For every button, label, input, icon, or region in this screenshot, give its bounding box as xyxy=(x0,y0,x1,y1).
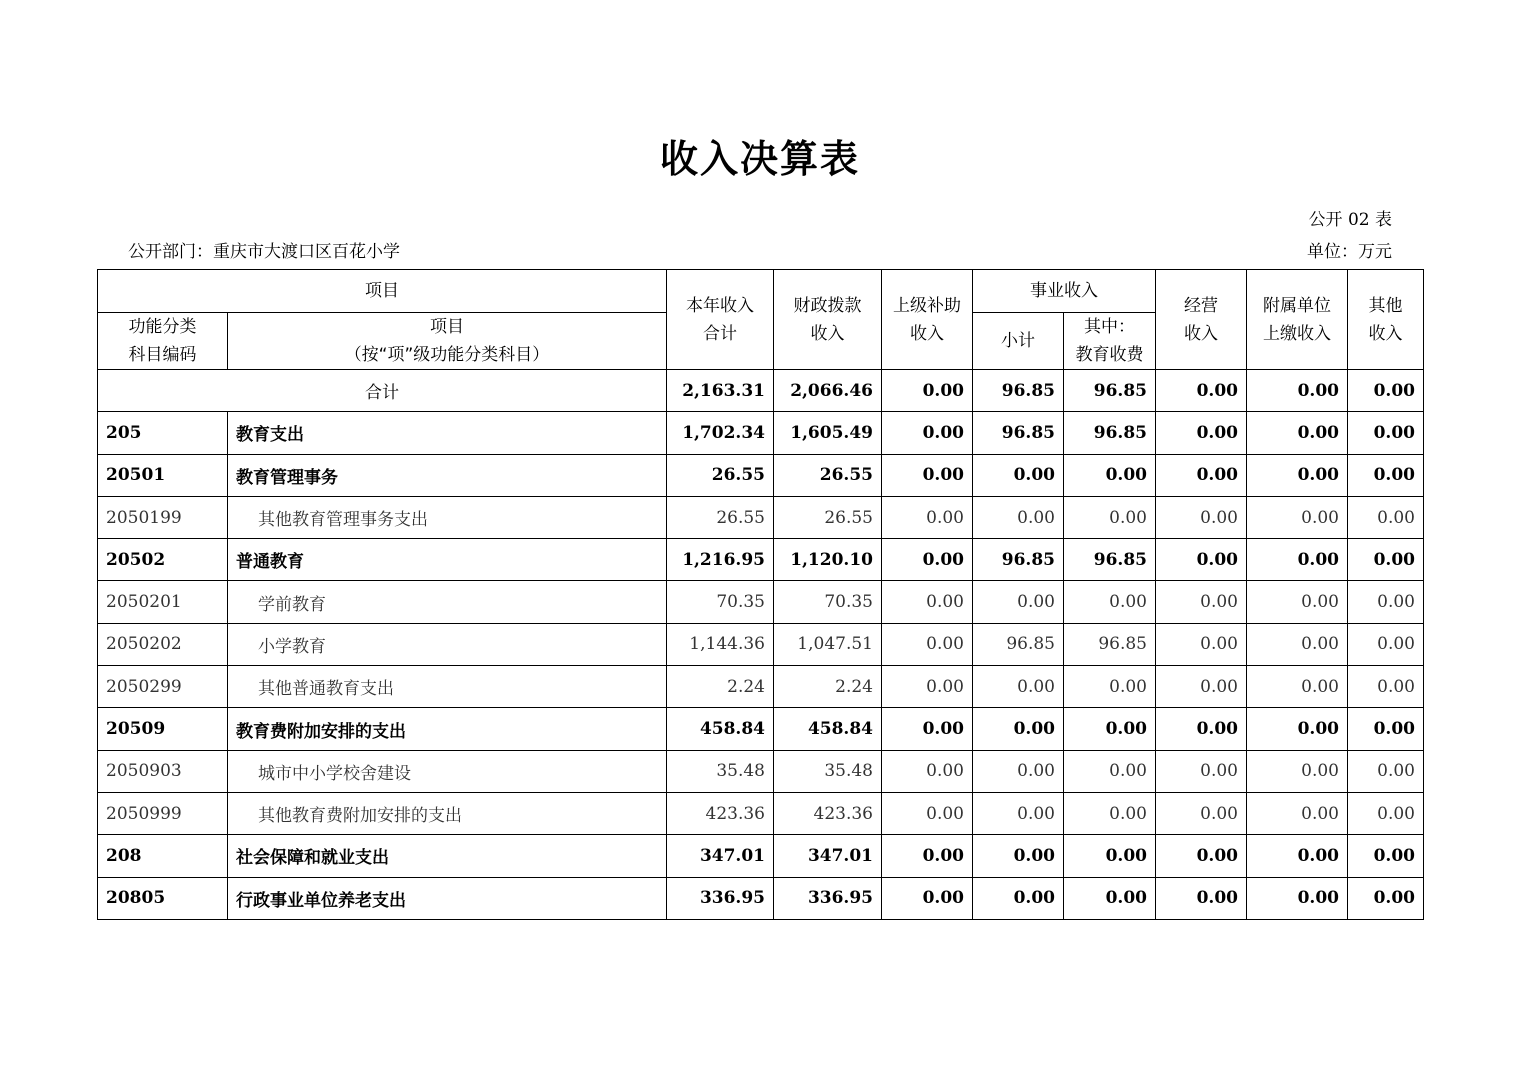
row-value: 1,702.34 xyxy=(667,412,774,454)
income-table xyxy=(97,269,1424,920)
row-value: 0.00 xyxy=(1247,666,1348,708)
row-value: 0.00 xyxy=(1064,496,1156,538)
row-code: 20509 xyxy=(98,708,228,750)
row-value: 0.00 xyxy=(973,792,1064,834)
row-value: 35.48 xyxy=(774,750,882,792)
row-value: 0.00 xyxy=(1348,581,1424,623)
page-title: 收入决算表 xyxy=(659,137,860,181)
table-row xyxy=(98,708,1424,750)
row-value: 0.00 xyxy=(1348,454,1424,496)
department-label: 公开部门：重庆市大渡口区百花小学 xyxy=(128,242,400,262)
row-value: 96.85 xyxy=(1064,623,1156,665)
header-name: 项目 （按“项”级功能分类科目） xyxy=(228,313,667,370)
row-value: 0.00 xyxy=(1156,877,1247,919)
row-code: 2050903 xyxy=(98,750,228,792)
row-name: 普通教育 xyxy=(228,539,667,581)
row-value: 0.00 xyxy=(1348,877,1424,919)
row-value: 0.00 xyxy=(973,454,1064,496)
row-value: 0.00 xyxy=(1348,750,1424,792)
row-value: 0.00 xyxy=(1156,454,1247,496)
row-value: 0.00 xyxy=(882,708,973,750)
row-value: 1,047.51 xyxy=(774,623,882,665)
row-value: 1,605.49 xyxy=(774,412,882,454)
row-code: 205 xyxy=(98,412,228,454)
row-value: 1,120.10 xyxy=(774,539,882,581)
table-row xyxy=(98,623,1424,665)
row-value: 0.00 xyxy=(973,750,1064,792)
row-value: 0.00 xyxy=(1247,877,1348,919)
row-value: 0.00 xyxy=(1348,496,1424,538)
total-cell: 0.00 xyxy=(882,370,973,412)
row-value: 0.00 xyxy=(1064,877,1156,919)
row-value: 0.00 xyxy=(1156,666,1247,708)
total-cell: 96.85 xyxy=(1064,370,1156,412)
row-value: 0.00 xyxy=(882,792,973,834)
row-value: 423.36 xyxy=(774,792,882,834)
row-value: 26.55 xyxy=(774,454,882,496)
row-name: 行政事业单位养老支出 xyxy=(228,877,667,919)
table-row xyxy=(98,496,1424,538)
row-value: 26.55 xyxy=(667,454,774,496)
row-value: 1,144.36 xyxy=(667,623,774,665)
unit-label: 单位：万元 xyxy=(1307,242,1392,262)
row-code: 20501 xyxy=(98,454,228,496)
row-value: 0.00 xyxy=(1348,623,1424,665)
row-value: 0.00 xyxy=(973,666,1064,708)
table-row xyxy=(98,539,1424,581)
total-label: 合计 xyxy=(98,370,667,412)
row-value: 0.00 xyxy=(1247,496,1348,538)
row-name: 学前教育 xyxy=(228,581,667,623)
header-career-group: 事业收入 xyxy=(973,270,1156,313)
row-code: 2050201 xyxy=(98,581,228,623)
row-value: 0.00 xyxy=(1156,539,1247,581)
row-value: 26.55 xyxy=(774,496,882,538)
row-value: 0.00 xyxy=(882,539,973,581)
row-value: 0.00 xyxy=(1247,708,1348,750)
row-value: 0.00 xyxy=(1348,792,1424,834)
row-value: 96.85 xyxy=(973,623,1064,665)
row-value: 0.00 xyxy=(1156,792,1247,834)
row-value: 0.00 xyxy=(1064,750,1156,792)
row-value: 2.24 xyxy=(667,666,774,708)
row-value: 0.00 xyxy=(1247,623,1348,665)
row-code: 2050299 xyxy=(98,666,228,708)
row-value: 0.00 xyxy=(882,750,973,792)
row-value: 35.48 xyxy=(667,750,774,792)
table-row xyxy=(98,835,1424,877)
row-name: 教育费附加安排的支出 xyxy=(228,708,667,750)
row-value: 0.00 xyxy=(882,581,973,623)
table-row xyxy=(98,454,1424,496)
row-value: 0.00 xyxy=(1064,581,1156,623)
row-value: 0.00 xyxy=(1348,835,1424,877)
total-cell: 2,066.46 xyxy=(774,370,882,412)
form-number: 公开 02 表 xyxy=(1308,210,1392,230)
header-career-edu: 其中： 教育收费 xyxy=(1064,313,1156,370)
row-value: 0.00 xyxy=(1247,581,1348,623)
row-name: 其他教育管理事务支出 xyxy=(228,496,667,538)
row-name: 其他普通教育支出 xyxy=(228,666,667,708)
row-value: 347.01 xyxy=(774,835,882,877)
row-value: 96.85 xyxy=(1064,539,1156,581)
table-row xyxy=(98,877,1424,919)
header-other: 其他 收入 xyxy=(1348,270,1424,370)
row-value: 0.00 xyxy=(882,835,973,877)
row-name: 教育支出 xyxy=(228,412,667,454)
row-name: 小学教育 xyxy=(228,623,667,665)
row-value: 0.00 xyxy=(1156,581,1247,623)
row-value: 0.00 xyxy=(1247,539,1348,581)
row-value: 0.00 xyxy=(1064,666,1156,708)
row-code: 2050199 xyxy=(98,496,228,538)
row-code: 20502 xyxy=(98,539,228,581)
row-value: 347.01 xyxy=(667,835,774,877)
table-row xyxy=(98,412,1424,454)
row-value: 0.00 xyxy=(973,835,1064,877)
row-value: 26.55 xyxy=(667,496,774,538)
row-value: 336.95 xyxy=(774,877,882,919)
header-code: 功能分类 科目编码 xyxy=(98,313,228,370)
row-value: 0.00 xyxy=(1348,708,1424,750)
row-code: 2050202 xyxy=(98,623,228,665)
row-value: 0.00 xyxy=(1156,623,1247,665)
row-value: 0.00 xyxy=(1156,412,1247,454)
row-value: 70.35 xyxy=(774,581,882,623)
row-value: 336.95 xyxy=(667,877,774,919)
header-subsidy: 上级补助 收入 xyxy=(882,270,973,370)
row-value: 0.00 xyxy=(1247,835,1348,877)
row-code: 208 xyxy=(98,835,228,877)
total-row xyxy=(98,370,1424,412)
header-business: 经营 收入 xyxy=(1156,270,1247,370)
total-cell: 0.00 xyxy=(1247,370,1348,412)
row-value: 0.00 xyxy=(1247,750,1348,792)
row-value: 96.85 xyxy=(973,539,1064,581)
row-value: 0.00 xyxy=(973,708,1064,750)
header-item-group: 项目 xyxy=(98,270,667,313)
row-value: 0.00 xyxy=(1348,666,1424,708)
row-value: 96.85 xyxy=(973,412,1064,454)
row-value: 0.00 xyxy=(973,581,1064,623)
row-name: 教育管理事务 xyxy=(228,454,667,496)
row-name: 其他教育费附加安排的支出 xyxy=(228,792,667,834)
total-cell: 0.00 xyxy=(1348,370,1424,412)
header-affiliated: 附属单位 上缴收入 xyxy=(1247,270,1348,370)
header-career-sub: 小计 xyxy=(973,313,1064,370)
table-row xyxy=(98,750,1424,792)
row-value: 0.00 xyxy=(1064,835,1156,877)
row-value: 0.00 xyxy=(1247,454,1348,496)
row-value: 0.00 xyxy=(1156,835,1247,877)
row-code: 2050999 xyxy=(98,792,228,834)
row-value: 0.00 xyxy=(882,412,973,454)
row-name: 社会保障和就业支出 xyxy=(228,835,667,877)
row-value: 0.00 xyxy=(882,877,973,919)
total-cell: 96.85 xyxy=(973,370,1064,412)
row-value: 423.36 xyxy=(667,792,774,834)
row-value: 96.85 xyxy=(1064,412,1156,454)
row-value: 0.00 xyxy=(1348,412,1424,454)
row-value: 70.35 xyxy=(667,581,774,623)
total-cell: 2,163.31 xyxy=(667,370,774,412)
header-fiscal: 财政拨款 收入 xyxy=(774,270,882,370)
header-total: 本年收入 合计 xyxy=(667,270,774,370)
row-value: 0.00 xyxy=(1156,750,1247,792)
row-value: 0.00 xyxy=(1156,708,1247,750)
row-value: 0.00 xyxy=(882,454,973,496)
row-value: 0.00 xyxy=(882,496,973,538)
row-value: 0.00 xyxy=(1247,412,1348,454)
table-row xyxy=(98,666,1424,708)
row-value: 0.00 xyxy=(973,496,1064,538)
row-value: 458.84 xyxy=(667,708,774,750)
row-value: 0.00 xyxy=(882,623,973,665)
row-value: 0.00 xyxy=(882,666,973,708)
row-value: 0.00 xyxy=(1348,539,1424,581)
table-row xyxy=(98,581,1424,623)
row-value: 0.00 xyxy=(1247,792,1348,834)
row-name: 城市中小学校舍建设 xyxy=(228,750,667,792)
row-code: 20805 xyxy=(98,877,228,919)
row-value: 0.00 xyxy=(1064,708,1156,750)
row-value: 0.00 xyxy=(973,877,1064,919)
row-value: 0.00 xyxy=(1064,454,1156,496)
table-row xyxy=(98,792,1424,834)
row-value: 0.00 xyxy=(1156,496,1247,538)
row-value: 2.24 xyxy=(774,666,882,708)
row-value: 458.84 xyxy=(774,708,882,750)
row-value: 1,216.95 xyxy=(667,539,774,581)
total-cell: 0.00 xyxy=(1156,370,1247,412)
row-value: 0.00 xyxy=(1064,792,1156,834)
